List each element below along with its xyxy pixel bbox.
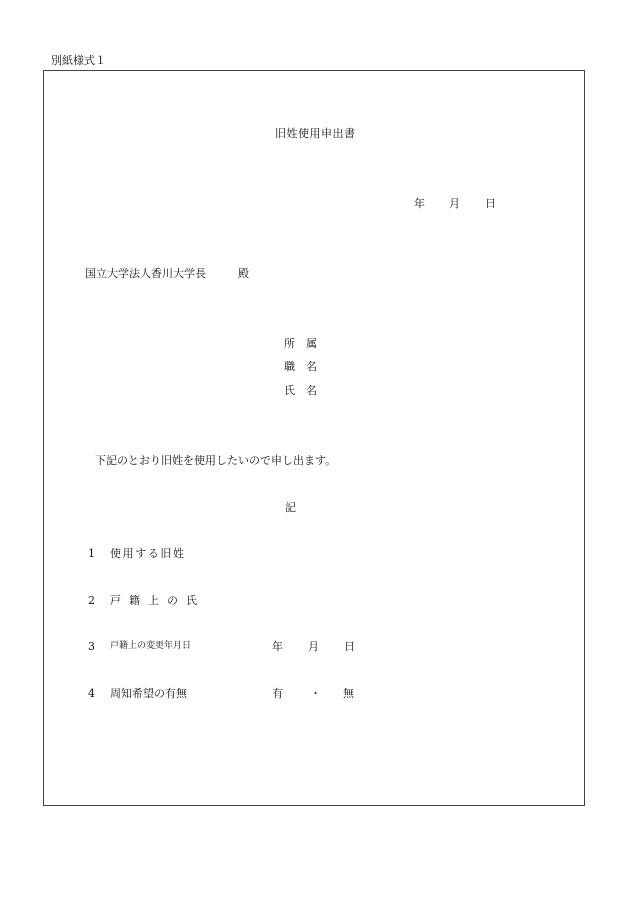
item-number: 4	[88, 687, 95, 700]
option-no: 無	[343, 687, 354, 700]
item-number: 3	[88, 640, 95, 653]
change-date-month-label: 月	[308, 640, 319, 653]
item-label-change-date: 戸籍上の変更年月日	[110, 641, 192, 651]
item-number: 1	[88, 547, 95, 560]
date-month-label: 月	[449, 197, 460, 210]
date-day-label: 日	[485, 197, 496, 210]
document-title: 旧姓使用申出書	[275, 127, 356, 140]
applicant-affiliation-label: 所属	[284, 337, 328, 350]
change-date-year-label: 年	[272, 640, 283, 653]
form-label: 別紙様式１	[51, 54, 106, 67]
recipient-name: 国立大学法人香川大学長	[85, 267, 206, 280]
item-number: 2	[88, 594, 95, 607]
item-label-family-register-surname: 戸籍上の氏	[110, 594, 205, 607]
item-label-former-surname: 使用する旧姓	[110, 547, 186, 560]
item-label-notification-preference: 周知希望の有無	[110, 687, 187, 700]
applicant-position-label: 職名	[284, 360, 328, 373]
ki-heading: 記	[285, 501, 296, 514]
change-date-day-label: 日	[344, 640, 355, 653]
recipient-honorific: 殿	[238, 267, 249, 280]
request-statement: 下記のとおり旧姓を使用したいので申し出ます。	[95, 454, 337, 467]
applicant-name-label: 氏名	[284, 384, 328, 397]
option-yes: 有	[272, 687, 283, 700]
option-separator: ・	[310, 687, 321, 700]
date-year-label: 年	[414, 197, 425, 210]
